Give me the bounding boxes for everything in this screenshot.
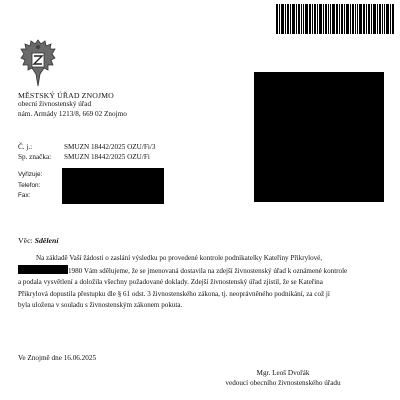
org-name: MĚSTSKÝ ÚŘAD ZNOJMO [18,91,114,100]
body-line-5: byla uložena v souladu s živnostenským zákonem pokuta. [18,301,183,310]
org-address: nám. Armády 1213/8, 669 02 Znojmo [18,109,127,118]
body-line-1: Na základě Vaší žádosti o zaslání výsledku po provedené kontrole podnikatelky Kateřiny Přikrylové, [36,254,323,262]
body-line-2-text: 1980 Vám sdělujeme, že se jmenovaná dostavila na zdejší živnostenský úřad k oznámené kontrole [68,266,348,275]
redacted-birth-date [18,265,68,274]
signer-name: Mgr. Leoš Dvořák [256,369,310,377]
signer-title: vedoucí obecního živnostenského úřadu [225,379,341,387]
sp-label: Sp. značka: [18,153,52,161]
vyrizuje-label: Vyřizuje: [18,171,43,178]
date-line: Ve Znojmě dne 16.06.2025 [18,354,97,362]
letterhead [18,91,127,119]
barcode [276,4,394,34]
subject-value: Sdělení [34,236,59,245]
redacted-contact [62,168,164,204]
redacted-addressee [254,72,384,202]
subject-label: Věc: [18,236,33,245]
subject-line [18,236,59,245]
cj-value: SMUZN 18442/2025 OZU/Fi/3 [64,143,156,151]
cj-label: Č. j.: [18,143,33,151]
sp-value: SMUZN 18442/2025 OZU/Fi [64,153,150,161]
reference-block [18,142,155,162]
body-line-2 [18,265,394,278]
department: obecní živnostenský úřad [18,100,92,109]
telefon-label: Telefon: [18,181,41,189]
fax-label: Fax: [18,192,31,200]
body-line-4: Přikrylová dopustila přestupku dle § 61 odst. 3 živnostenského zákona, tj. neoprávněného podnikání, za což jí [18,289,330,298]
contact-block [18,170,42,202]
body-line-3: a podala vysvětlení a doložila všechny požadované doklady. Zdejší živnostenský úřad zjistil, že se Kateřina [18,278,323,287]
letter-body [18,253,394,312]
coat-of-arms-icon [18,38,58,88]
signature-block [218,368,348,388]
